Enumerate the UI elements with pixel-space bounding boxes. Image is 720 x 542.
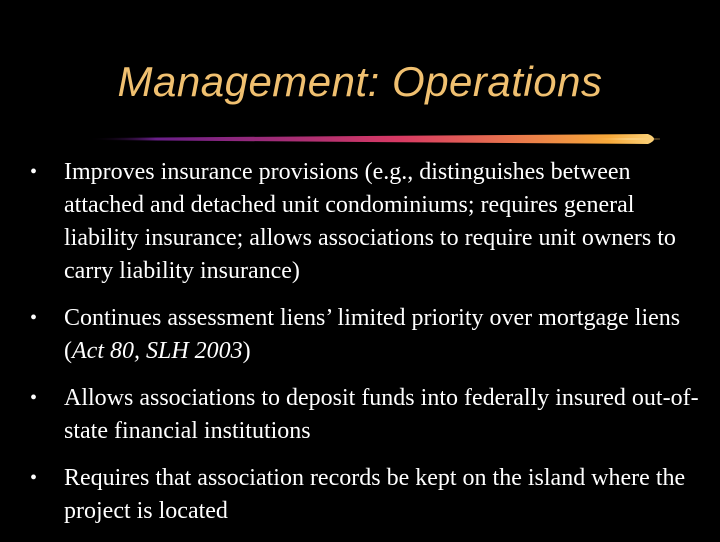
bullet-item xyxy=(30,156,700,288)
bullet-dot: • xyxy=(30,161,38,183)
bullet-text: Improves insurance provisions (e.g., distinguishes between attached and detached unit condominiums; requires general liability insurance; allows associations to require unit owners to carry liability insurance) xyxy=(64,159,676,284)
bullet-text: Requires that association records be kept on the island where the project is located xyxy=(64,465,686,524)
bullet-dot: • xyxy=(30,387,38,409)
bullet-list xyxy=(30,156,700,542)
bullet-text: Continues assessment liens’ limited priority over mortgage liens ( xyxy=(64,305,681,364)
title-underline-rule xyxy=(88,131,660,147)
bullet-text: Allows associations to deposit funds into federally insured out-of-state financial institutions xyxy=(64,385,699,444)
bullet-citation: Act 80, SLH 2003 xyxy=(72,338,243,364)
bullet-item xyxy=(30,382,700,448)
bullet-item xyxy=(30,302,700,368)
bullet-item xyxy=(30,462,700,528)
slide-title: Management: Operations xyxy=(117,58,603,105)
bullet-text-end: ) xyxy=(242,338,251,364)
bullet-dot: • xyxy=(30,307,38,329)
bullet-dot: • xyxy=(30,467,38,489)
